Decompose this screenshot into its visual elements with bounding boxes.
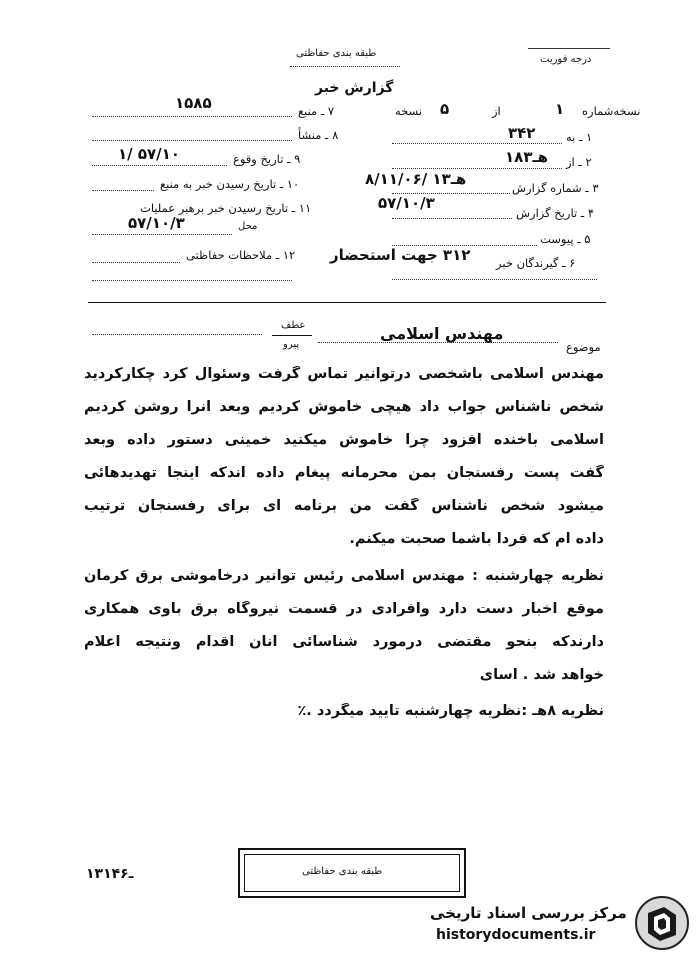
- from-field-line: [392, 168, 562, 169]
- copy-total-value: ۵: [440, 100, 450, 118]
- subject-label: موضوع: [566, 340, 601, 354]
- origin-label: ۸ ـ منشأ: [298, 128, 339, 142]
- priority-field: [528, 48, 610, 49]
- received-by-source-label: ۱۰ ـ تاریخ رسیدن خبر به منبع: [160, 177, 300, 191]
- report-number-label: ۳ ـ شماره گزارش: [512, 181, 599, 195]
- classification-field: [290, 66, 400, 67]
- received-by-ops-value: ۵۷/۱۰/۳: [128, 214, 185, 232]
- recipients-label: ۶ ـ گیرندگان خبر: [496, 256, 576, 270]
- occurrence-date-value: ۱/ ۵۷/۱۰: [118, 145, 180, 163]
- copy-number-label: نسخه‌شماره: [582, 104, 641, 118]
- analysis-line-3: دارندکه بنحو مقتضی درمورد شناسائی آنان اقدام ونتیجه اعلام: [84, 634, 604, 650]
- subject-value: مهندس اسلامی: [380, 324, 504, 343]
- priority-label: درجه فوریت: [540, 54, 592, 65]
- body-line-1: مهندس اسلامی باشخصی درتوانیر تماس گرفت وسئوال کرد چکارکردید: [84, 366, 604, 382]
- to-value: ۳۴۲: [508, 124, 536, 142]
- subject-line: [318, 342, 558, 343]
- page-code: ۱۳۱ـ۴۶: [86, 866, 134, 882]
- archive-logo-icon: [634, 895, 690, 951]
- body-line-4: گفت پست رفسنجان بمن محرمانه پیغام داده اندکه اینجا تهدیدهائی: [84, 465, 604, 481]
- report-date-label: ۴ ـ تاریخ گزارش: [516, 206, 595, 220]
- from-value: ۱۸هـ۳: [505, 148, 548, 166]
- report-date-line: [392, 218, 512, 219]
- copy-of-label: از: [492, 104, 501, 118]
- to-field-line: [392, 143, 562, 144]
- copy-number-value: ۱: [555, 100, 565, 118]
- follow-label: پیرو: [283, 339, 300, 350]
- received-by-ops-label: ۱۱ ـ تاریخ رسیدن خبر برهبر عملیات: [140, 201, 312, 215]
- from-label: ۲ ـ از: [566, 155, 592, 169]
- classification-stamp: [238, 848, 466, 898]
- header-divider: [88, 302, 606, 303]
- reference-divider: [272, 335, 312, 336]
- analysis-line-1: نظریه چهارشنبه : مهندس اسلامی رئیس توانیر درخاموشی برق کرمان: [84, 568, 604, 584]
- recipients-value: ۳۱۲ جهت استحضار: [330, 246, 471, 264]
- document-title: گزارش خبر: [315, 80, 394, 96]
- to-label: ۱ ـ به: [566, 130, 593, 144]
- watermark-title: مرکز بررسی اسناد تاریخی: [430, 904, 627, 922]
- watermark-url: historydocuments.ir: [436, 927, 596, 943]
- body-line-5: میشود شخص ناشناس گفت من برنامه ای برای رفسنجان ترتیب: [84, 498, 604, 514]
- location-label: محل: [238, 221, 258, 232]
- occurrence-date-line: [92, 165, 227, 166]
- security-notes-label: ۱۲ ـ ملاحظات حفاظتی: [186, 248, 296, 262]
- reference-line: [92, 334, 262, 335]
- copy-suffix: نسخه: [395, 104, 423, 118]
- source-label: ۷ ـ منبع: [298, 104, 335, 118]
- final-opinion: نظریه ۸هـ :نظریه چهارشنبه تایید میگردد .٪: [297, 703, 604, 719]
- source-value: ۱۵۸۵: [175, 94, 212, 112]
- security-notes-line-2: [92, 280, 292, 281]
- occurrence-date-label: ۹ ـ تاریخ وقوع: [233, 152, 301, 166]
- origin-line: [92, 140, 292, 141]
- received-by-source-line: [92, 190, 154, 191]
- source-line: [92, 116, 292, 117]
- recipients-line: [392, 279, 597, 280]
- body-line-3: اسلامی باخنده افزود چرا خاموش میکنید خمینی دستور داده وبعد: [84, 432, 604, 448]
- analysis-line-2: موقع اخبار دست دارد وافرادی در قسمت نیروگاه برق باوی همکاری: [84, 601, 604, 617]
- report-number-value: ۸/۱۱/۰۶/ ۱هـ۳: [365, 170, 467, 188]
- body-line-6: داده ام که فردا باشما صحبت میکنم.: [349, 531, 604, 547]
- classification-label: طبقه بندی حفاظتی: [296, 48, 377, 59]
- received-by-ops-line: [92, 234, 232, 235]
- stamp-text: طبقه بندی حفاظتی: [302, 866, 383, 877]
- body-line-2: شخص ناشناس جواب داد هیچی خاموش کردیم وبعد آنرا روشن کردیم: [84, 399, 604, 415]
- reference-label: عطف: [281, 320, 306, 331]
- report-date-value: ۵۷/۱۰/۳: [378, 194, 435, 212]
- analysis-line-4: خواهد شد . آسای: [479, 667, 604, 683]
- attachment-label: ۵ ـ پیوست: [540, 232, 591, 246]
- security-notes-line-1: [92, 262, 180, 263]
